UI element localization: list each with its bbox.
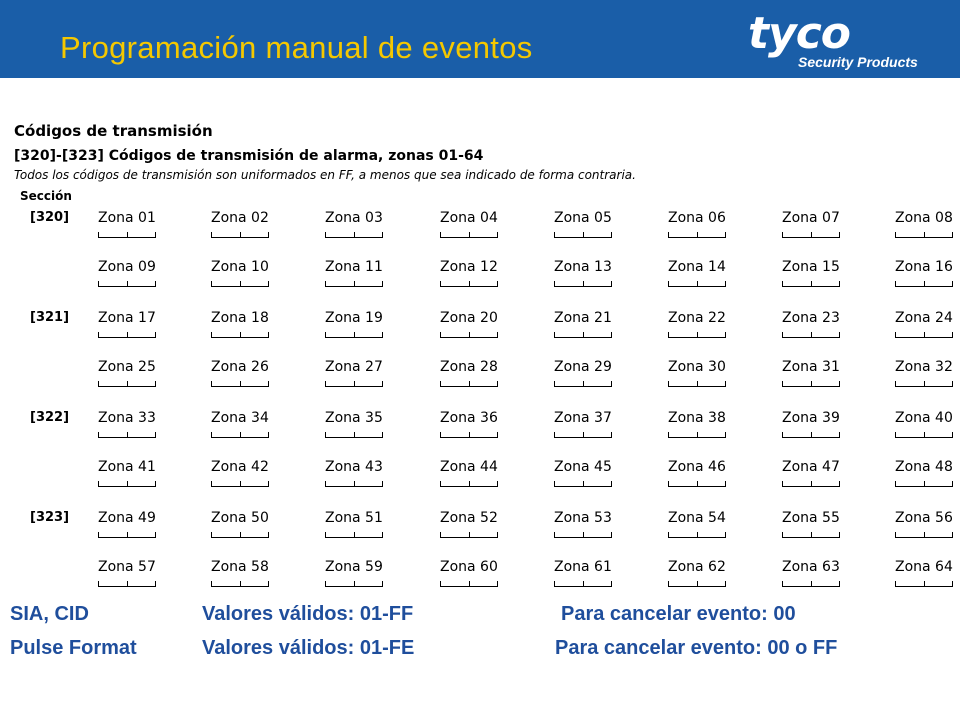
document-excerpt <box>0 78 960 598</box>
zone-code-field <box>325 381 383 387</box>
zone-code-field <box>211 581 269 587</box>
zone-label: Zona 15 <box>782 259 840 275</box>
zone-label: Zona 16 <box>895 259 953 275</box>
zone-label: Zona 35 <box>325 410 383 426</box>
zone-label: Zona 23 <box>782 310 840 326</box>
zone-label: Zona 30 <box>668 359 726 375</box>
zone-code-field <box>325 281 383 287</box>
zone-code-field <box>554 481 612 487</box>
zone-label: Zona 26 <box>211 359 269 375</box>
zone-code-field <box>211 381 269 387</box>
zone-code-field <box>98 281 156 287</box>
zone-code-field <box>325 581 383 587</box>
zone-code-field <box>325 332 383 338</box>
section-code: [320] <box>30 210 70 225</box>
zone-label: Zona 08 <box>895 210 953 226</box>
zone-code-field <box>98 232 156 238</box>
zone-code-field <box>98 532 156 538</box>
zone-label: Zona 41 <box>98 459 156 475</box>
logo-wordmark: tyco <box>748 8 851 59</box>
zone-label: Zona 32 <box>895 359 953 375</box>
zone-code-field <box>325 232 383 238</box>
zone-label: Zona 50 <box>211 510 269 526</box>
zone-label: Zona 37 <box>554 410 612 426</box>
zone-code-field <box>782 581 840 587</box>
zone-code-field <box>668 432 726 438</box>
zone-label: Zona 42 <box>211 459 269 475</box>
info-cancel-2: Para cancelar evento: 00 o FF <box>555 637 838 659</box>
zone-label: Zona 07 <box>782 210 840 226</box>
zone-label: Zona 03 <box>325 210 383 226</box>
zone-code-field <box>895 332 953 338</box>
zone-label: Zona 43 <box>325 459 383 475</box>
doc-heading: Códigos de transmisión <box>14 122 213 140</box>
zone-label: Zona 20 <box>440 310 498 326</box>
tyco-logo <box>748 8 938 74</box>
zone-label: Zona 44 <box>440 459 498 475</box>
zone-label: Zona 27 <box>325 359 383 375</box>
zone-code-field <box>782 232 840 238</box>
zone-code-field <box>668 332 726 338</box>
zone-code-field <box>98 481 156 487</box>
zone-code-field <box>440 581 498 587</box>
zone-code-field <box>440 381 498 387</box>
zone-label: Zona 06 <box>668 210 726 226</box>
zone-label: Zona 57 <box>98 559 156 575</box>
zone-label: Zona 22 <box>668 310 726 326</box>
zone-code-field <box>554 281 612 287</box>
zone-code-field <box>782 281 840 287</box>
zone-label: Zona 46 <box>668 459 726 475</box>
info-valid-1: Valores válidos: 01-FF <box>202 603 414 625</box>
zone-code-field <box>440 232 498 238</box>
zone-code-field <box>895 432 953 438</box>
zone-label: Zona 19 <box>325 310 383 326</box>
zone-code-field <box>440 281 498 287</box>
logo-subtext: Security Products <box>798 54 918 70</box>
zone-code-field <box>325 432 383 438</box>
zone-label: Zona 25 <box>98 359 156 375</box>
zone-code-field <box>895 381 953 387</box>
zone-label: Zona 09 <box>98 259 156 275</box>
zone-code-field <box>211 232 269 238</box>
zone-code-field <box>211 332 269 338</box>
zone-code-field <box>782 381 840 387</box>
zone-code-field <box>325 532 383 538</box>
zone-label: Zona 45 <box>554 459 612 475</box>
info-valid-2: Valores válidos: 01-FE <box>202 637 415 659</box>
zone-label: Zona 60 <box>440 559 498 575</box>
zone-label: Zona 62 <box>668 559 726 575</box>
zone-label: Zona 53 <box>554 510 612 526</box>
zone-code-field <box>554 232 612 238</box>
zone-label: Zona 47 <box>782 459 840 475</box>
zone-label: Zona 17 <box>98 310 156 326</box>
zone-code-field <box>554 332 612 338</box>
info-format-1: SIA, CID <box>10 603 89 625</box>
zone-label: Zona 18 <box>211 310 269 326</box>
zone-code-field <box>668 381 726 387</box>
zone-code-field <box>554 381 612 387</box>
zone-code-field <box>895 581 953 587</box>
zone-code-field <box>895 232 953 238</box>
zone-label: Zona 05 <box>554 210 612 226</box>
zone-code-field <box>554 532 612 538</box>
zone-code-field <box>554 432 612 438</box>
zone-code-field <box>98 332 156 338</box>
zone-code-field <box>440 532 498 538</box>
zone-code-field <box>211 481 269 487</box>
header-bar <box>0 0 960 78</box>
zone-label: Zona 54 <box>668 510 726 526</box>
zone-label: Zona 59 <box>325 559 383 575</box>
zone-code-field <box>98 581 156 587</box>
section-code: [323] <box>30 510 70 525</box>
page-title: Programación manual de eventos <box>60 30 533 65</box>
doc-note: Todos los códigos de transmisión son uniformados en FF, a menos que sea indicado de forma contraria. <box>14 168 636 182</box>
zone-label: Zona 56 <box>895 510 953 526</box>
zone-label: Zona 40 <box>895 410 953 426</box>
zone-code-field <box>782 432 840 438</box>
zone-label: Zona 58 <box>211 559 269 575</box>
zone-code-field <box>782 332 840 338</box>
zone-label: Zona 61 <box>554 559 612 575</box>
zone-label: Zona 31 <box>782 359 840 375</box>
zone-label: Zona 29 <box>554 359 612 375</box>
zone-code-field <box>440 432 498 438</box>
section-code: [322] <box>30 410 70 425</box>
zone-label: Zona 01 <box>98 210 156 226</box>
zone-label: Zona 02 <box>211 210 269 226</box>
zone-label: Zona 14 <box>668 259 726 275</box>
zone-label: Zona 63 <box>782 559 840 575</box>
zone-code-field <box>668 532 726 538</box>
zone-code-field <box>554 581 612 587</box>
zone-code-field <box>668 581 726 587</box>
section-label: Sección <box>20 189 72 203</box>
zone-label: Zona 28 <box>440 359 498 375</box>
zone-code-field <box>440 481 498 487</box>
doc-subheading: [320]-[323] Códigos de transmisión de alarma, zonas 01-64 <box>14 148 484 164</box>
zone-label: Zona 36 <box>440 410 498 426</box>
zone-code-field <box>440 332 498 338</box>
zone-label: Zona 48 <box>895 459 953 475</box>
zone-label: Zona 24 <box>895 310 953 326</box>
zone-code-field <box>668 232 726 238</box>
zone-label: Zona 38 <box>668 410 726 426</box>
zone-label: Zona 12 <box>440 259 498 275</box>
info-format-2: Pulse Format <box>10 637 137 659</box>
zone-code-field <box>782 481 840 487</box>
zone-code-field <box>895 481 953 487</box>
section-code: [321] <box>30 310 70 325</box>
info-cancel-1: Para cancelar evento: 00 <box>561 603 796 625</box>
zone-code-field <box>668 481 726 487</box>
zone-label: Zona 11 <box>325 259 383 275</box>
zone-label: Zona 39 <box>782 410 840 426</box>
zone-label: Zona 21 <box>554 310 612 326</box>
zone-label: Zona 49 <box>98 510 156 526</box>
zone-code-field <box>98 432 156 438</box>
zone-label: Zona 52 <box>440 510 498 526</box>
zone-label: Zona 55 <box>782 510 840 526</box>
zone-code-field <box>211 532 269 538</box>
zone-label: Zona 33 <box>98 410 156 426</box>
zone-label: Zona 51 <box>325 510 383 526</box>
zone-label: Zona 04 <box>440 210 498 226</box>
zone-code-field <box>211 281 269 287</box>
zone-label: Zona 34 <box>211 410 269 426</box>
zone-code-field <box>211 432 269 438</box>
zone-label: Zona 13 <box>554 259 612 275</box>
zone-code-field <box>895 281 953 287</box>
zone-code-field <box>895 532 953 538</box>
zone-code-field <box>782 532 840 538</box>
zone-label: Zona 64 <box>895 559 953 575</box>
zone-label: Zona 10 <box>211 259 269 275</box>
zone-code-field <box>668 281 726 287</box>
zone-code-field <box>325 481 383 487</box>
zone-code-field <box>98 381 156 387</box>
